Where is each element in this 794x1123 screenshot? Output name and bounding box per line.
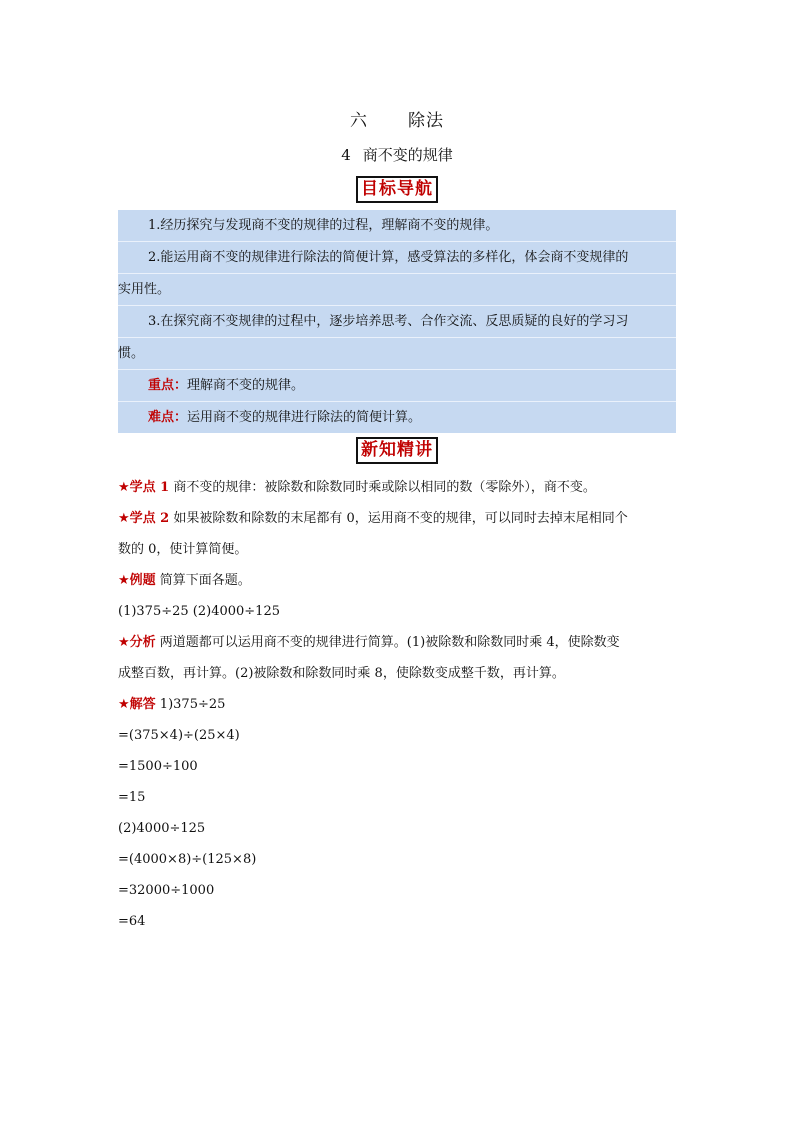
example-label: 例题 bbox=[129, 573, 156, 588]
goal-line: 惯。 bbox=[118, 338, 676, 370]
lesson-title: 商不变的规律 bbox=[362, 146, 453, 164]
lesson-heading bbox=[0, 144, 794, 165]
lesson-body bbox=[118, 472, 678, 937]
answer-step: =32000÷1000 bbox=[118, 883, 215, 898]
point-2-continued: 数的 0，使计算简便。 bbox=[118, 542, 248, 557]
section-knowledge-title: 新知精讲 bbox=[356, 437, 438, 464]
point-2-text: 如果被除数和除数的末尾都有 0，运用商不变的规律，可以同时去掉末尾相同个 bbox=[169, 511, 628, 526]
chapter-title: 除法 bbox=[408, 111, 444, 131]
point-1-text: 商不变的规律：被除数和除数同时乘或除以相同的数（零除外），商不变。 bbox=[169, 480, 596, 495]
analysis-continued: 成整百数，再计算。(2)被除数和除数同时乘 8，使除数变成整千数，再计算。 bbox=[118, 666, 565, 681]
point-1-label: 学点 1 bbox=[129, 480, 170, 495]
point-1 bbox=[118, 472, 678, 503]
star-icon: ★ bbox=[118, 573, 130, 588]
analysis-label: 分析 bbox=[129, 635, 156, 650]
key-point-text: 理解商不变的规律。 bbox=[187, 378, 305, 393]
section-goals-title: 目标导航 bbox=[356, 176, 438, 203]
analysis bbox=[118, 627, 678, 658]
example-text: 简算下面各题。 bbox=[155, 573, 251, 588]
answer-first-line: 1)375÷25 bbox=[155, 697, 226, 712]
answer-step: =15 bbox=[118, 790, 146, 805]
star-icon: ★ bbox=[118, 697, 130, 712]
point-2-label: 学点 2 bbox=[129, 511, 170, 526]
difficult-point-text: 运用商不变的规律进行除法的简便计算。 bbox=[187, 410, 422, 425]
analysis-text: 两道题都可以运用商不变的规律进行简算。(1)被除数和除数同时乘 4，使除数变 bbox=[155, 635, 620, 650]
chapter-heading bbox=[0, 106, 794, 131]
goals-box bbox=[118, 210, 676, 433]
goal-line: 1.经历探究与发现商不变的规律的过程，理解商不变的规律。 bbox=[118, 210, 676, 242]
answer-step: =(375×4)÷(25×4) bbox=[118, 728, 240, 743]
star-icon: ★ bbox=[118, 511, 130, 526]
goal-line: 3.在探究商不变规律的过程中，逐步培养思考、合作交流、反思质疑的良好的学习习 bbox=[118, 306, 676, 338]
answer-step: (2)4000÷125 bbox=[118, 821, 206, 836]
point-2 bbox=[118, 503, 678, 534]
answer-step: =64 bbox=[118, 914, 146, 929]
goal-line: 2.能运用商不变的规律进行除法的简便计算，感受算法的多样化，体会商不变规律的 bbox=[118, 242, 676, 274]
answer bbox=[118, 689, 678, 720]
star-icon: ★ bbox=[118, 635, 130, 650]
goal-line: 实用性。 bbox=[118, 274, 676, 306]
section-knowledge-heading bbox=[0, 437, 794, 464]
answer-label: 解答 bbox=[129, 697, 156, 712]
section-goals-heading bbox=[0, 176, 794, 203]
difficult-point-line bbox=[118, 402, 676, 433]
lesson-number: 4 bbox=[341, 146, 351, 164]
difficult-point-label: 难点： bbox=[148, 410, 188, 425]
key-point-line bbox=[118, 370, 676, 402]
example-problems: (1)375÷25 (2)4000÷125 bbox=[118, 604, 280, 619]
answer-step: =1500÷100 bbox=[118, 759, 198, 774]
answer-step: =(4000×8)÷(125×8) bbox=[118, 852, 257, 867]
key-point-label: 重点： bbox=[148, 378, 188, 393]
star-icon: ★ bbox=[118, 480, 130, 495]
example bbox=[118, 565, 678, 596]
chapter-number: 六 bbox=[350, 111, 368, 131]
